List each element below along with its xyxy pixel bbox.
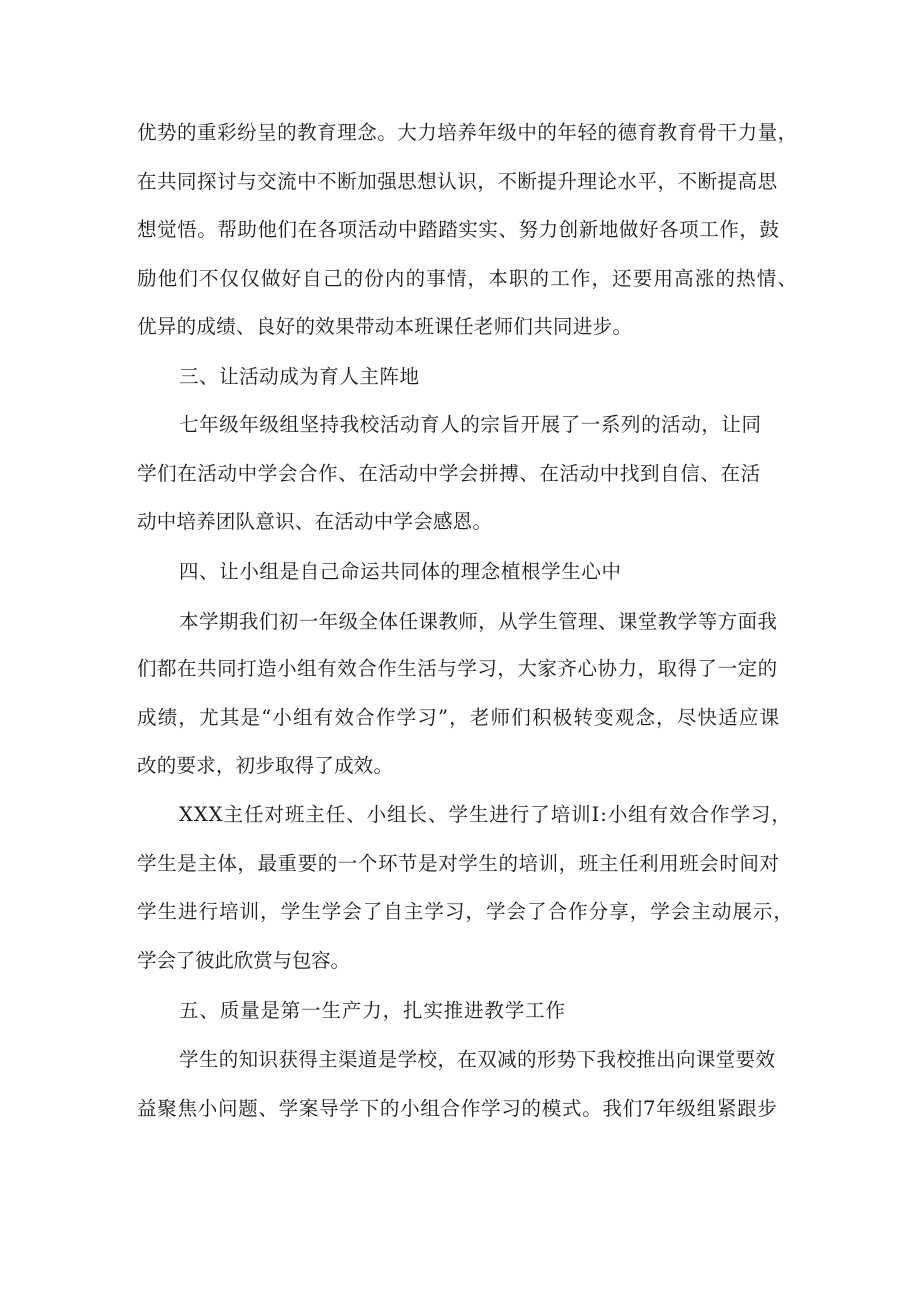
paragraph-line: 学生的知识获得主渠道是学校，在双减的形势下我校推出向课堂要效: [179, 1048, 776, 1071]
paragraph-line: 学会了彼此欣赏与包容。: [137, 949, 350, 972]
section-heading: 五、质量是第一生产力，扎实推进教学工作: [179, 999, 566, 1022]
paragraph-line: 学生进行培训，学生学会了自主学习，学会了合作分享，学会主动展示，: [137, 900, 794, 923]
paragraph-line: 学生是主体，最重要的一个环节是对学生的培训，班主任利用班会时间对: [137, 852, 780, 875]
paragraph-line: 益聚焦小问题、学案导学下的小组合作学习的模式。我们7年级组紧跟步: [137, 1097, 778, 1120]
paragraph-line: 改的要求，初步取得了成效。: [137, 754, 394, 777]
paragraph-line: 们都在共同打造小组有效合作生活与学习，大家齐心协力，取得了一定的: [137, 657, 778, 680]
section-heading: 四、让小组是自己命运共同体的理念植根学生心中: [179, 560, 622, 583]
paragraph-line: 励他们不仅仅做好自己的份内的事情，本职的工作，还要用高涨的热情、: [137, 267, 799, 290]
paragraph-line: 动中培养团队意识、在活动中学会感恩。: [137, 510, 493, 533]
paragraph-line: 本学期我们初一年级全体任课教师，从学生管理、课堂教学等方面我: [179, 610, 778, 633]
paragraph-line: 优异的成绩、良好的效果带动本班课任老师们共同进步。: [137, 315, 633, 338]
paragraph-line: 学们在活动中学会合作、在活动中学会拼搏、在活动中找到自信、在活: [137, 462, 761, 485]
section-heading: 三、让活动成为育人主阵地: [179, 365, 420, 388]
paragraph-line: 优势的重彩纷呈的教育理念。大力培养年级中的年轻的德育教育骨干力量，: [137, 121, 798, 144]
paragraph-line: 成绩，尤其是“小组有效合作学习”，老师们积极转变观念，尽快适应课: [137, 706, 781, 729]
paragraph-line: 七年级年级组坚持我校活动育人的宗旨开展了一系列的活动，让同: [179, 413, 762, 436]
paragraph-line: 想觉悟。帮助他们在各项活动中踏踏实实、努力创新地做好各项工作，鼓: [137, 218, 780, 241]
paragraph-line: XXX主任对班主任、小组长、学生进行了培训I:小组有效合作学习，: [179, 803, 792, 826]
paragraph-line: 在共同探讨与交流中不断加强思想认识，不断提升理论水平，不断提高思: [137, 170, 778, 193]
